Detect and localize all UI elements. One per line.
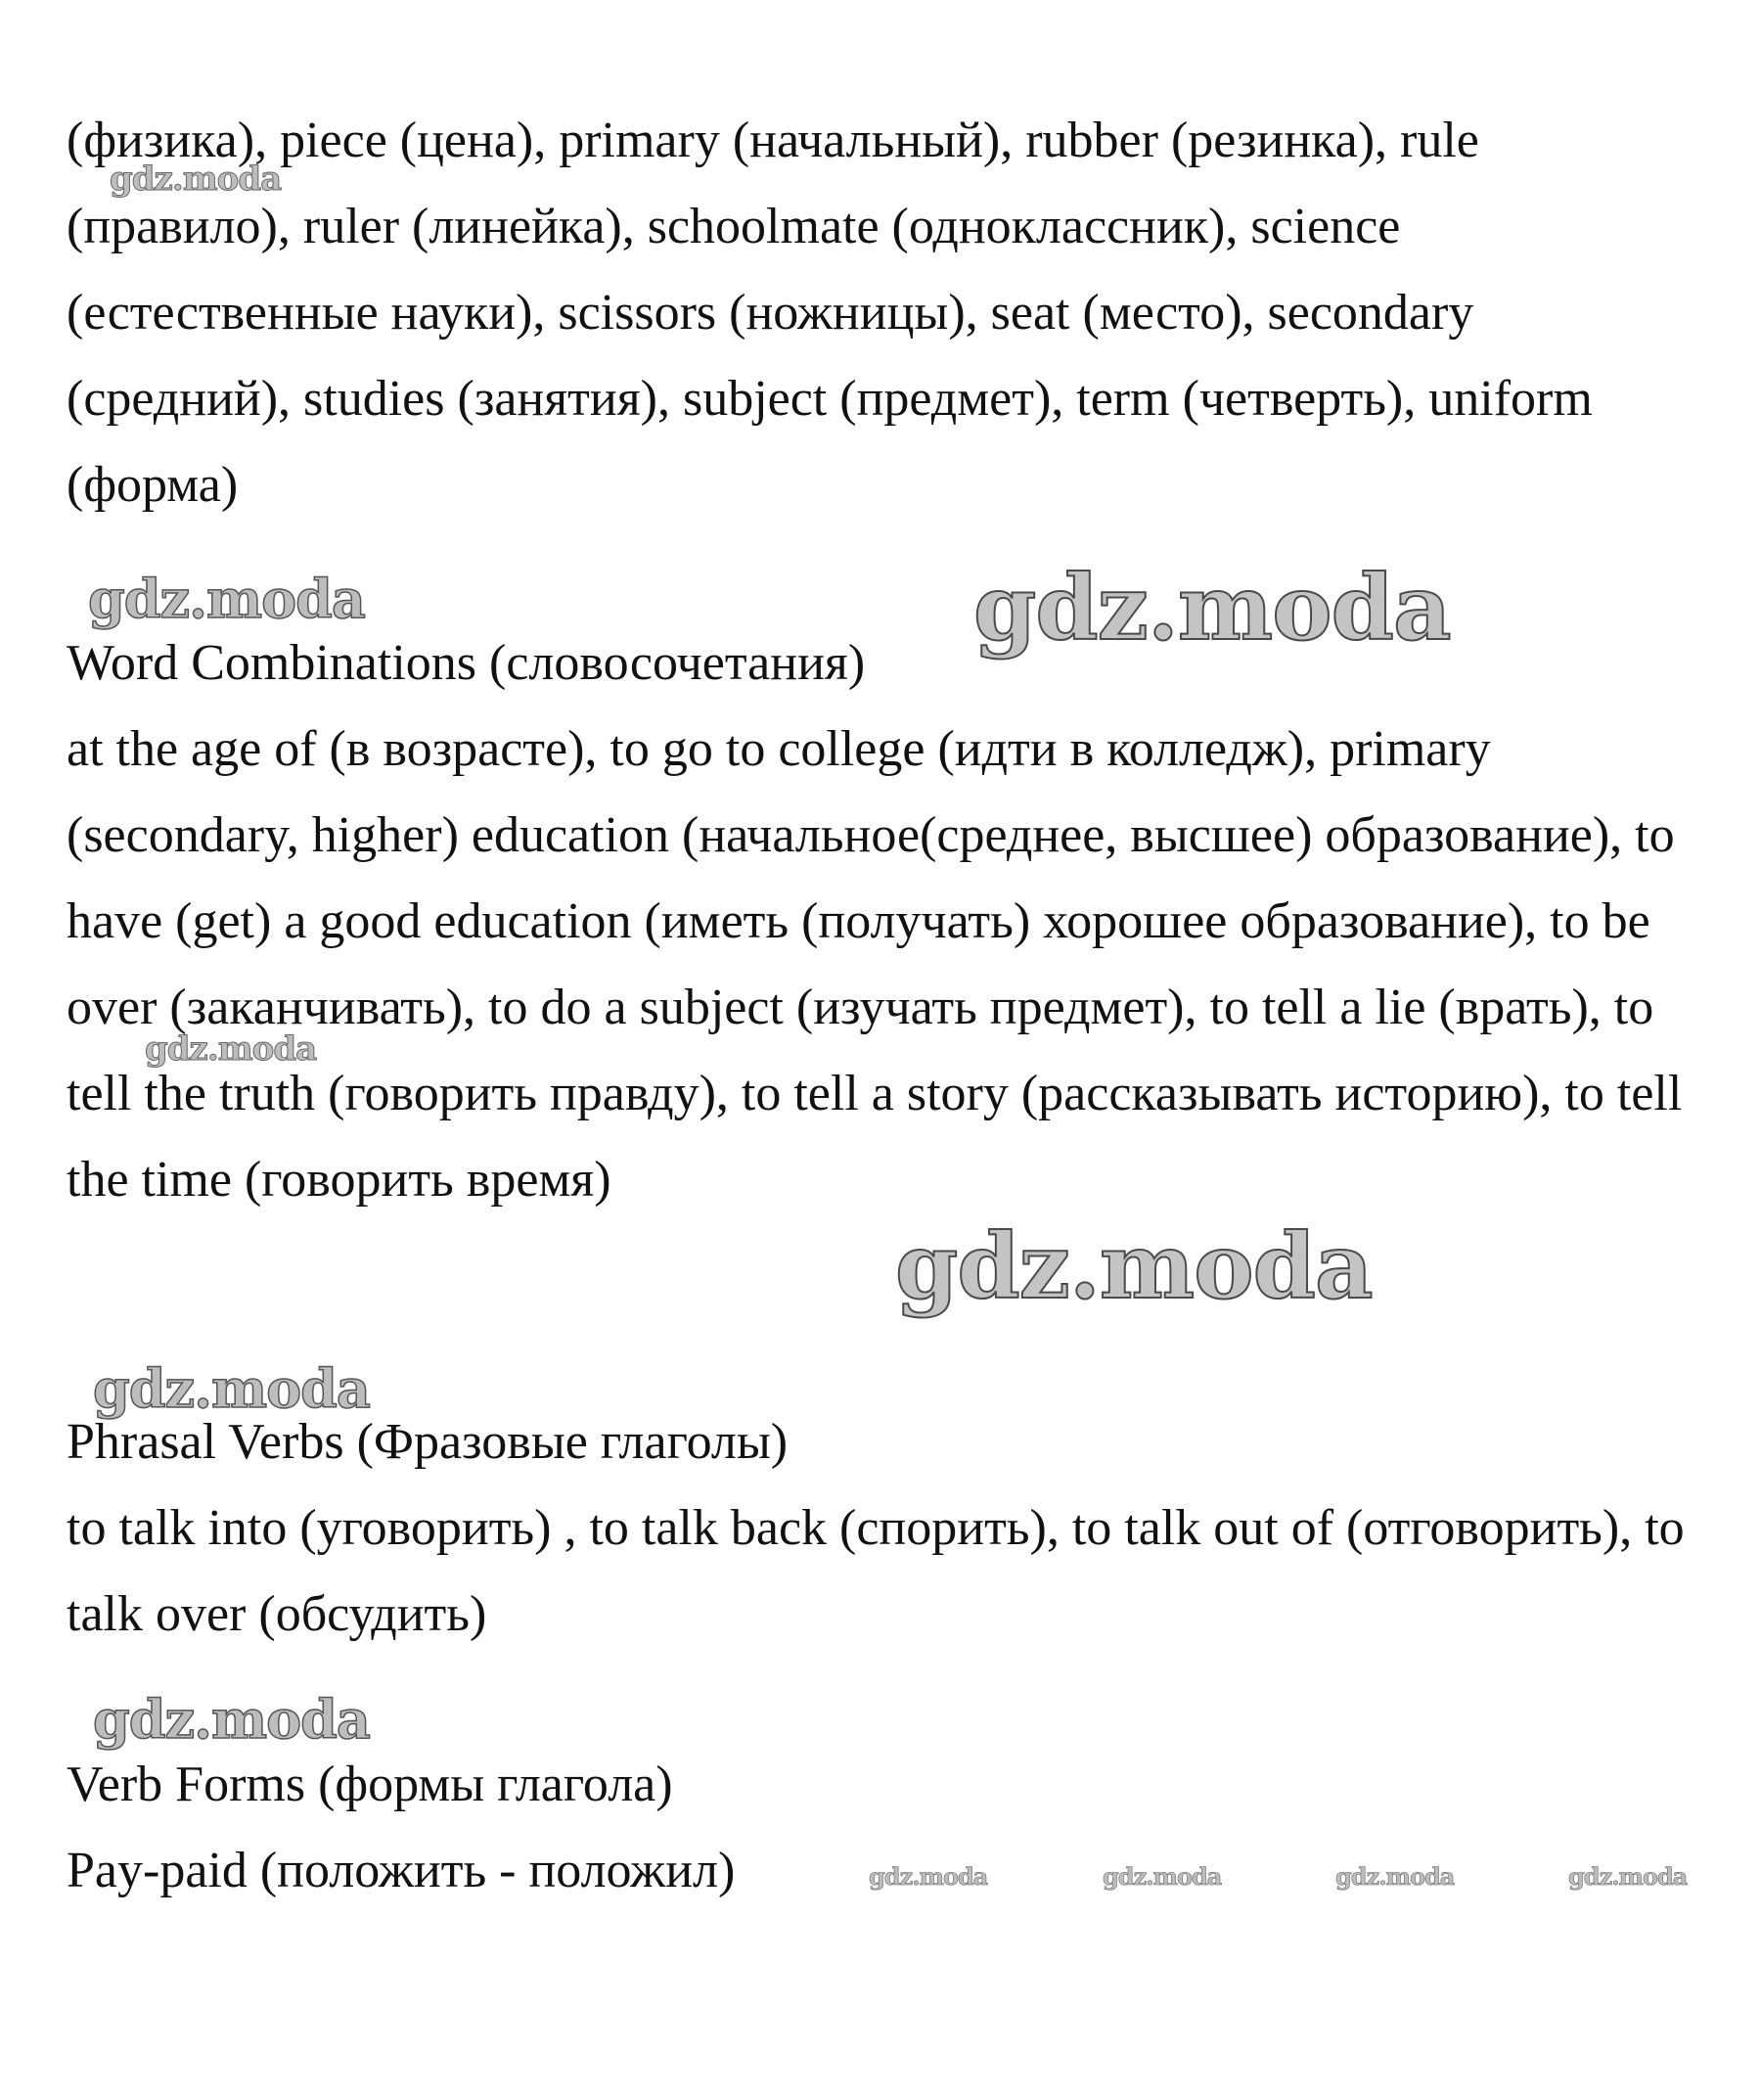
watermark: gdz.moda — [1103, 1862, 1222, 1891]
word-combinations-heading: Word Combinations (словосочетания) — [67, 635, 866, 691]
phrasal-verbs-text: to talk into (уговорить) , to talk back (спорить), to talk out of (отговорить), to talk over (обсудить) — [67, 1500, 1685, 1642]
watermark: gdz.moda — [88, 568, 365, 630]
watermark: gdz.moda — [1335, 1862, 1455, 1891]
watermark: gdz.moda — [145, 1029, 317, 1069]
phrasal-verbs-heading: Phrasal Verbs (Фразовые глаголы) — [67, 1414, 789, 1470]
watermark: gdz.moda — [110, 160, 282, 199]
watermark: gdz.moda — [93, 1688, 370, 1751]
word-combinations-text: at the age of (в возрасте), to go to college (идти в колледж), primary (secondary, higher) education (начальное(среднее, высшее) образование), to have (get) a good education (иметь (получать) хорошее образование), to be over (заканчивать), to do a subject (изучать предмет), to tell a lie (врать), to tell the truth (говорить правду), to tell a story (рассказывать историю), to tell the time (говорить время) — [67, 721, 1683, 1208]
watermark: gdz.moda — [895, 1213, 1373, 1319]
watermark: gdz.moda — [1568, 1862, 1688, 1891]
watermark: gdz.moda — [869, 1862, 988, 1891]
vocabulary-paragraph: (физика), piece (цена), primary (начальный), rubber (резинка), rule (правило), ruler (линейка), schoolmate (одноклассник), science (естественные науки), scissors (ножницы), seat (место), secondary (средний), studies (занятия), subject (предмет), term (четверть), uniform (форма) — [67, 113, 1593, 513]
verb-forms-text: Pay-paid (положить - положил) — [67, 1843, 736, 1898]
word-combinations-section — [67, 620, 1710, 1223]
verb-forms-heading: Verb Forms (формы глагола) — [67, 1757, 673, 1812]
watermark: gdz.moda — [93, 1357, 370, 1420]
watermark: gdz.moda — [973, 555, 1451, 661]
phrasal-verbs-section — [67, 1399, 1710, 1658]
